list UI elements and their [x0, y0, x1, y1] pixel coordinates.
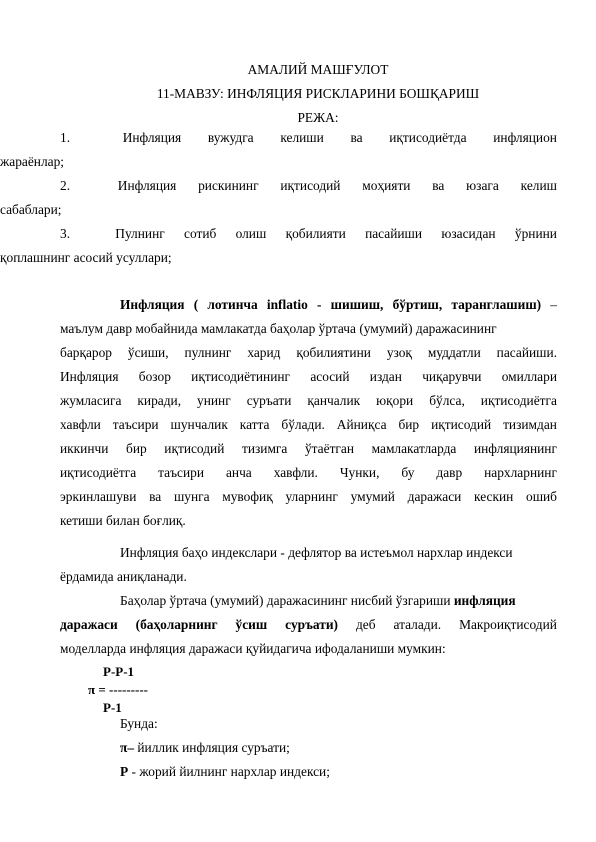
formula-legend-label: Бунда:	[120, 716, 158, 731]
inflation-definition-paragraph	[60, 293, 557, 317]
plan-item-2-line-2: сабаблари;	[0, 202, 62, 217]
formula-lhs: π = ---------	[88, 682, 148, 697]
formula-legend	[120, 712, 557, 784]
plan-item-2-line-1: 2. Инфляция рискининг иқтисодий моҳияти ва юзага келиш	[60, 174, 557, 198]
plan-item-2-number: 2.	[60, 178, 71, 193]
plan-item-3-line-1: 3. Пулнинг сотиб олиш қобилияти пасайиши юзасидан ўрнини	[60, 222, 557, 246]
plan-item-1-line-2: жараёнлар;	[0, 154, 64, 169]
formula-numerator: Р-Р-1	[103, 664, 135, 679]
inflation-definition-lead: Инфляция ( лотинча inflatio - шишиш, бўртиш, таранглашиш) –	[120, 297, 557, 312]
plan-list	[0, 126, 557, 270]
header-plan-label: РЕЖА:	[297, 110, 339, 125]
price-index-paragraph: Инфляция баҳо индекслари - дефлятор ва истеъмол нархлар индекси ёрдамида аниқланади.	[60, 545, 513, 584]
plan-item-3-number: 3.	[60, 226, 71, 241]
header-topic-title: 11-МАВЗУ: ИНФЛЯЦИЯ РИСКЛАРИНИ БОШҚАРИШ	[156, 86, 480, 101]
plan-item-1-line-1: 1. Инфляция вужудга келиши ва иқтисодиётда инфляцион	[60, 126, 557, 150]
plan-item-3-line-2: қоплашнинг асосий усуллари;	[0, 250, 172, 265]
formula-denominator: Р-1	[103, 700, 122, 715]
formula-legend-p: Р - жорий йилнинг нархлар индекси;	[120, 764, 330, 779]
formula-legend-pi: π– йиллик инфляция суръати;	[120, 740, 290, 755]
inflation-rate-paragraph: Баҳолар ўртача (умумий) даражасининг нисбий ўзгариши инфляция даражаси (баҳоларнинг ўсиш суръати) деб аталади. Макроиқтисодий моделларда инфляция даражаси қуйидагича ифодаланиши мумкин:	[60, 593, 557, 656]
plan-item-1-number: 1.	[60, 130, 71, 145]
header-line-1: АМАЛИЙ МАШҒУЛОТ	[247, 62, 389, 77]
inflation-definition-body: маълум давр мобайнида мамлакатда баҳолар ўртача (умумий) даражасининг барқарор ўсиши, пулнинг харид қобилиятини узоқ муддатли пасайиши. Инфляция бозор иқтисодиётининг асосий издан чиқарувчи омиллари жумласига киради, унинг суръати қанчалик юқори бўлса, иқтисодиётга хавфли таъсири шунчалик катта бўлади. Айниқса бир иқтисодий тизимдан иккинчи бир иқтисодий тизимга ўтаётган мамлакатларда инфляциянинг иқтисодиётга таъсири анча хавфли. Чунки, бу давр нархларнинг эркинлашуви ва шунга мувофиқ уларнинг умумий даражаси кескин ошиб кетиши билан боғлиқ.	[60, 321, 557, 528]
